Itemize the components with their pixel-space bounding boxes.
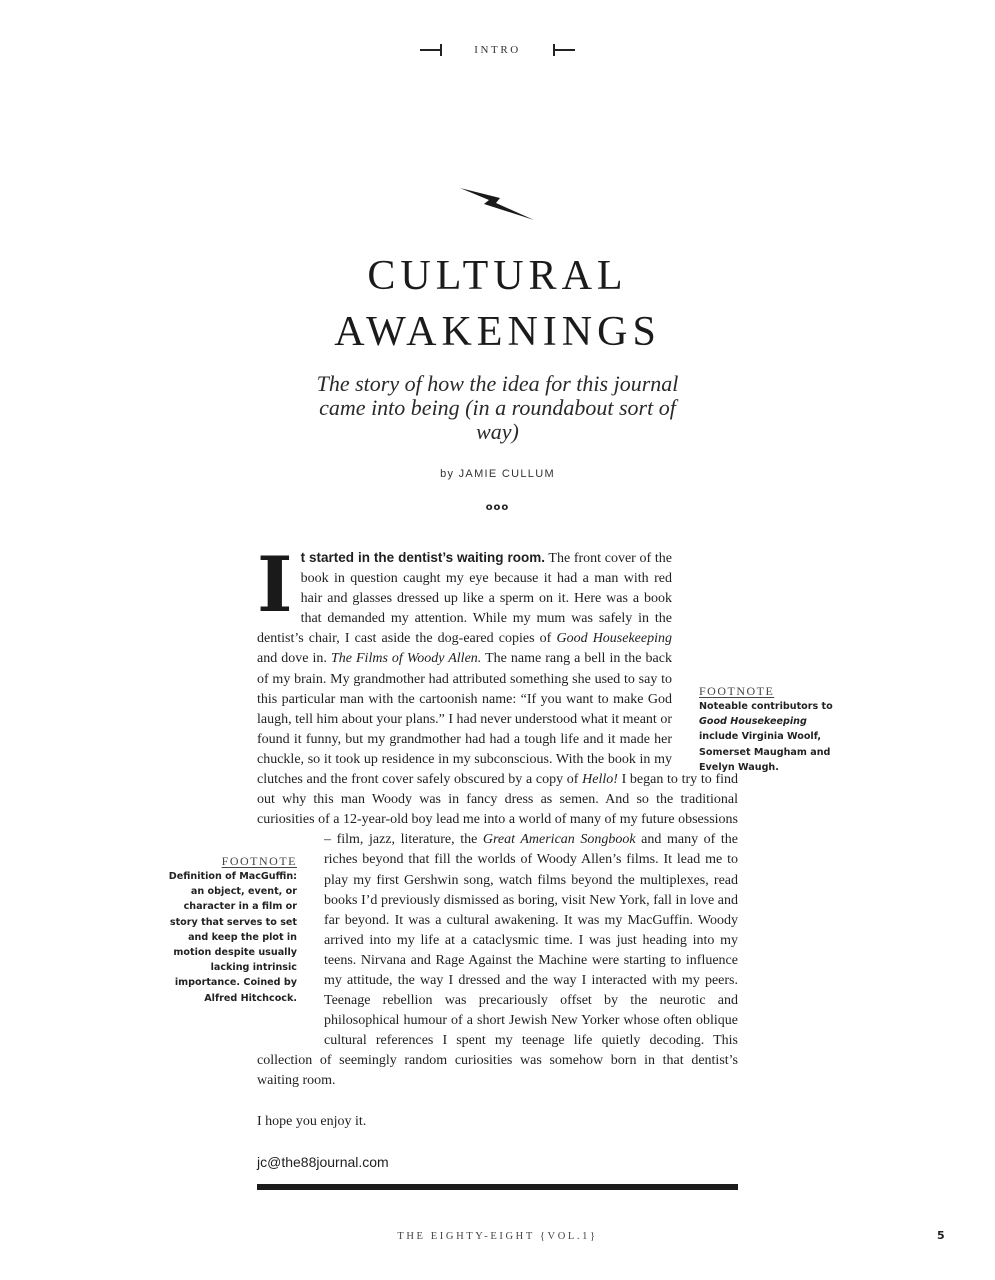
emphasis-text: Great American Songbook [482, 832, 636, 848]
article-body [257, 540, 738, 1172]
paragraph-text: The name rang a bell in the back of my brain. My grandmother had attributed something she used to say to this particular man with the cartoonish name: “If you want to make God laugh, tell him about your plans.” I had never understood what it meant or found it funny, but my grandmother had had a tough life and it made her chuckle, so it took up residence in my subconscious. With the book in my clutches and the front cover safely obscured by a copy of [257, 651, 672, 788]
page-number: 5 [937, 1229, 945, 1242]
byline: by JAMIE CULLUM [440, 468, 555, 480]
article-paragraph [257, 540, 738, 1092]
paragraph-text: I began to try to find out why this man Woody was in fancy dress as semen. And so the traditional curiosities of a 12-year-old boy lead me into a world of many of my future obsessions – film, jazz, literature, the [257, 772, 738, 848]
footnote-label: FOOTNOTE [221, 854, 297, 868]
bracket-right-icon [553, 44, 575, 56]
emphasis-text: Hello! [582, 772, 618, 788]
author-email-link[interactable]: jc@the88journal.com [257, 1153, 389, 1170]
subtitle: The story of how the idea for this journal came into being (in a roundabout sort of way) [316, 371, 679, 444]
lightning-bolt-icon [460, 186, 534, 220]
emphasis-text: The Films of Woody Allen. [330, 651, 482, 667]
closing-rule [257, 1184, 738, 1190]
footnote-text-part: Noteable contributors to [699, 701, 833, 712]
footnote-emphasis: Good Housekeeping [699, 716, 807, 728]
closing-line: I hope you enjoy it. [257, 1113, 367, 1129]
title-line-1: CULTURAL [367, 253, 628, 299]
paragraph-text: and many of the riches beyond that fill the worlds of Woody Allen’s films. It lead me to play my first Gershwin song, watch films beyond the multiplexes, read books I’d previously dismissed as boring, visit New York, fall in love and far beyond. It was a cultural awakening. It was my MacGuffin. Woody arrived into my life at a cataclysmic time. I was just heading into my teens. Nirvana and Rage Against the Machine were starting to influence my attitude, the way I dressed and the way I interacted with my peers. Teenage rebellion was precariously offset by the neurotic and philosophical humour of a short Jewish New Yorker whose often oblique cultural references I spent my teenage life quietly decoding. This collection of seemingly random curiosities was somehow born in that dentist’s waiting room. [257, 832, 738, 1089]
section-divider: ooo [485, 502, 510, 513]
footnote-left [160, 854, 297, 1006]
title-line-2: AWAKENINGS [334, 309, 661, 355]
paragraph-text: The front cover of the book in question caught my eye because it had a man with red hair and glasses dressed up like a sperm on it. Here was a book that demanded my attention. While my mum was safely in the dentist’s chair, I cast aside the dog-eared copies of [257, 551, 672, 647]
drop-cap: I [257, 540, 293, 629]
section-label: INTRO [474, 44, 521, 56]
emphasis-text: Good Housekeeping [556, 631, 672, 647]
section-marker [0, 42, 995, 60]
footnote-text: Definition of MacGuffin: an object, event, or character in a film or story that serves to set and keep the plot in motion despite usually lacking intrinsic importance. Coined by Alfred Hitchcock. [168, 871, 297, 1004]
footnote-label: FOOTNOTE [699, 684, 775, 698]
paragraph-text: and dove in. [257, 651, 331, 667]
footnote-text-part: include Virginia Woolf, Somerset Maugham and Evelyn Waugh. [699, 731, 831, 773]
lead-in: t started in the dentist’s waiting room. [300, 550, 545, 565]
footnote-text [699, 699, 834, 775]
publication-title: THE EIGHTY-EIGHT {VOL.1} [397, 1231, 598, 1242]
footnote-right [699, 684, 834, 775]
page-title [0, 248, 995, 360]
